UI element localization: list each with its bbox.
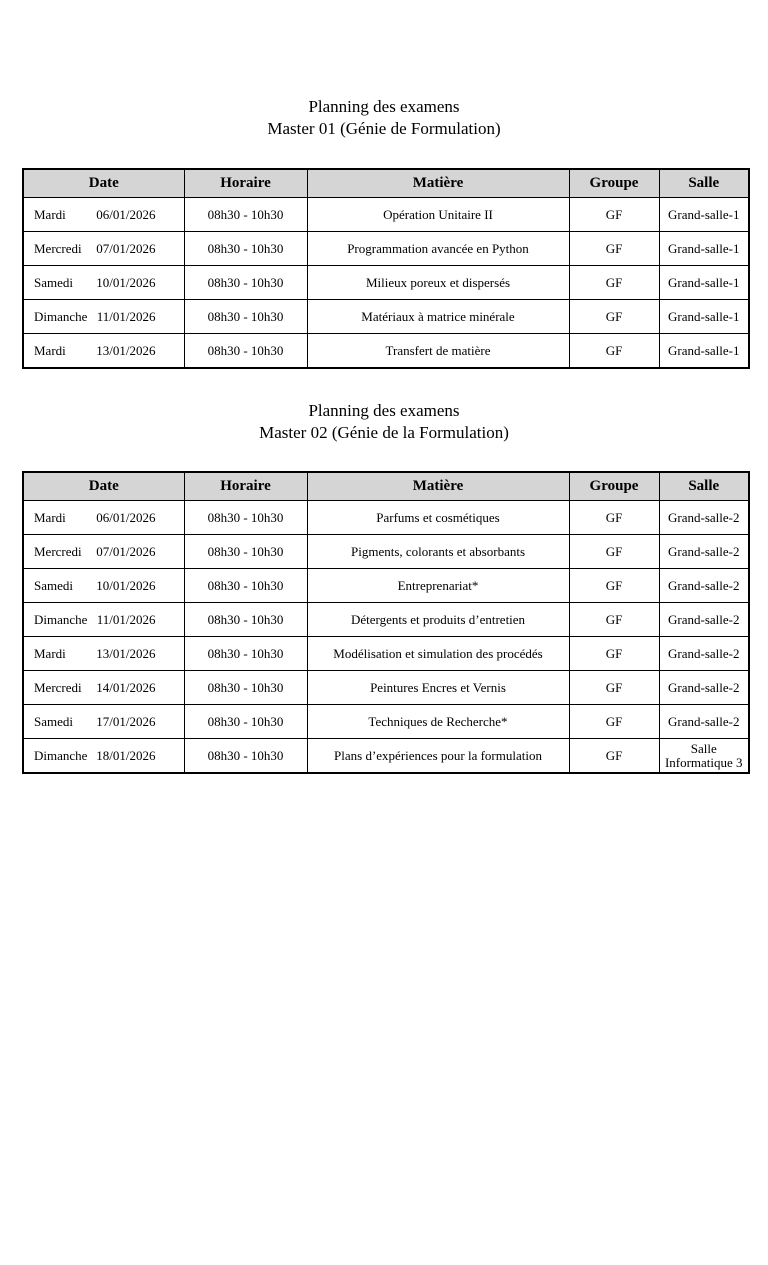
group-cell: GF: [569, 705, 659, 739]
date-cell: [23, 739, 184, 774]
date-wrap: [24, 309, 184, 325]
header-group: Groupe: [569, 472, 659, 501]
room-cell: Grand-salle-2: [659, 569, 749, 603]
section1-title: [0, 96, 768, 139]
time-cell: 08h30 - 10h30: [184, 232, 307, 266]
section2-title: [0, 400, 768, 443]
date-wrap: [24, 714, 184, 730]
table-header-row: [23, 472, 749, 501]
room-cell: Grand-salle-2: [659, 501, 749, 535]
subject-cell: Entreprenariat*: [307, 569, 569, 603]
date-wrap: [24, 510, 184, 526]
subject-cell: Parfums et cosmétiques: [307, 501, 569, 535]
exam-row: [23, 739, 749, 774]
time-cell: 08h30 - 10h30: [184, 637, 307, 671]
date-wrap: [24, 275, 184, 291]
room-cell: Grand-salle-2: [659, 535, 749, 569]
date-label: 18/01/2026: [96, 747, 156, 763]
exam-table-master01: [22, 168, 750, 369]
day-label: Mardi: [34, 509, 66, 525]
date-cell: [23, 266, 184, 300]
day-label: Samedi: [34, 274, 73, 290]
date-wrap: [24, 748, 184, 764]
time-cell: 08h30 - 10h30: [184, 705, 307, 739]
day-label: Mardi: [34, 342, 66, 358]
time-cell: 08h30 - 10h30: [184, 671, 307, 705]
exam-table-master02: [22, 471, 750, 774]
exam-row: [23, 266, 749, 300]
header-group: Groupe: [569, 169, 659, 198]
section2-title-line1: Planning des examens: [308, 401, 460, 420]
subject-cell: Programmation avancée en Python: [307, 232, 569, 266]
group-cell: GF: [569, 232, 659, 266]
room-cell: Grand-salle-1: [659, 266, 749, 300]
day-label: Dimanche: [34, 611, 88, 627]
date-cell: [23, 637, 184, 671]
exam-row: [23, 603, 749, 637]
day-label: Dimanche: [34, 308, 88, 324]
date-cell: [23, 334, 184, 369]
header-room: Salle: [659, 169, 749, 198]
date-label: 13/01/2026: [96, 645, 156, 661]
date-label: 07/01/2026: [96, 543, 156, 559]
subject-cell: Pigments, colorants et absorbants: [307, 535, 569, 569]
group-cell: GF: [569, 739, 659, 774]
date-wrap: [24, 544, 184, 560]
date-cell: [23, 501, 184, 535]
date-label: 10/01/2026: [96, 274, 156, 290]
date-cell: [23, 603, 184, 637]
day-label: Mercredi: [34, 679, 82, 695]
date-cell: [23, 198, 184, 232]
room-cell: Grand-salle-1: [659, 232, 749, 266]
room-cell: Grand-salle-2: [659, 637, 749, 671]
exam-row: [23, 232, 749, 266]
subject-cell: Transfert de matière: [307, 334, 569, 369]
date-label: 17/01/2026: [96, 713, 156, 729]
header-time: Horaire: [184, 472, 307, 501]
group-cell: GF: [569, 334, 659, 369]
subject-cell: Détergents et produits d’entretien: [307, 603, 569, 637]
group-cell: GF: [569, 569, 659, 603]
subject-cell: Matériaux à matrice minérale: [307, 300, 569, 334]
date-label: 11/01/2026: [96, 611, 156, 627]
date-cell: [23, 671, 184, 705]
time-cell: 08h30 - 10h30: [184, 501, 307, 535]
group-cell: GF: [569, 300, 659, 334]
table-header-row: [23, 169, 749, 198]
date-wrap: [24, 646, 184, 662]
header-room: Salle: [659, 472, 749, 501]
time-cell: 08h30 - 10h30: [184, 569, 307, 603]
group-cell: GF: [569, 266, 659, 300]
day-label: Mardi: [34, 645, 66, 661]
day-label: Mardi: [34, 206, 66, 222]
time-cell: 08h30 - 10h30: [184, 198, 307, 232]
time-cell: 08h30 - 10h30: [184, 300, 307, 334]
day-label: Samedi: [34, 577, 73, 593]
subject-cell: Milieux poreux et dispersés: [307, 266, 569, 300]
date-cell: [23, 232, 184, 266]
room-cell: Grand-salle-1: [659, 198, 749, 232]
date-wrap: [24, 680, 184, 696]
day-label: Mercredi: [34, 240, 82, 256]
exam-row: [23, 705, 749, 739]
room-cell: Salle Informatique 3: [659, 739, 749, 774]
room-cell: Grand-salle-1: [659, 334, 749, 369]
subject-cell: Modélisation et simulation des procédés: [307, 637, 569, 671]
exam-row: [23, 569, 749, 603]
room-cell: Grand-salle-2: [659, 705, 749, 739]
header-date: Date: [23, 472, 184, 501]
date-label: 07/01/2026: [96, 240, 156, 256]
day-label: Mercredi: [34, 543, 82, 559]
date-wrap: [24, 241, 184, 257]
date-label: 10/01/2026: [96, 577, 156, 593]
exam-row: [23, 637, 749, 671]
date-cell: [23, 300, 184, 334]
header-subject: Matière: [307, 472, 569, 501]
header-time: Horaire: [184, 169, 307, 198]
exam-row: [23, 535, 749, 569]
group-cell: GF: [569, 671, 659, 705]
subject-cell: Opération Unitaire II: [307, 198, 569, 232]
header-subject: Matière: [307, 169, 569, 198]
date-cell: [23, 535, 184, 569]
time-cell: 08h30 - 10h30: [184, 603, 307, 637]
room-cell: Grand-salle-1: [659, 300, 749, 334]
date-wrap: [24, 343, 184, 359]
time-cell: 08h30 - 10h30: [184, 266, 307, 300]
day-label: Dimanche: [34, 747, 88, 763]
exam-row: [23, 334, 749, 369]
subject-cell: Techniques de Recherche*: [307, 705, 569, 739]
group-cell: GF: [569, 198, 659, 232]
date-label: 11/01/2026: [96, 308, 156, 324]
date-label: 06/01/2026: [96, 509, 156, 525]
exam-row: [23, 501, 749, 535]
section1-title-line1: Planning des examens: [308, 97, 460, 116]
exam-row: [23, 198, 749, 232]
day-label: Samedi: [34, 713, 73, 729]
subject-cell: Peintures Encres et Vernis: [307, 671, 569, 705]
date-label: 06/01/2026: [96, 206, 156, 222]
date-wrap: [24, 578, 184, 594]
group-cell: GF: [569, 637, 659, 671]
time-cell: 08h30 - 10h30: [184, 535, 307, 569]
section1-title-line2: Master 01 (Génie de Formulation): [267, 118, 501, 138]
date-label: 13/01/2026: [96, 342, 156, 358]
subject-cell: Plans d’expériences pour la formulation: [307, 739, 569, 774]
exam-row: [23, 671, 749, 705]
time-cell: 08h30 - 10h30: [184, 739, 307, 774]
date-cell: [23, 705, 184, 739]
date-label: 14/01/2026: [96, 679, 156, 695]
group-cell: GF: [569, 535, 659, 569]
room-cell: Grand-salle-2: [659, 603, 749, 637]
time-cell: 08h30 - 10h30: [184, 334, 307, 369]
header-date: Date: [23, 169, 184, 198]
group-cell: GF: [569, 501, 659, 535]
group-cell: GF: [569, 603, 659, 637]
date-cell: [23, 569, 184, 603]
date-wrap: [24, 207, 184, 223]
room-cell: Grand-salle-2: [659, 671, 749, 705]
date-wrap: [24, 612, 184, 628]
section2-title-line2: Master 02 (Génie de la Formulation): [259, 422, 509, 442]
exam-row: [23, 300, 749, 334]
